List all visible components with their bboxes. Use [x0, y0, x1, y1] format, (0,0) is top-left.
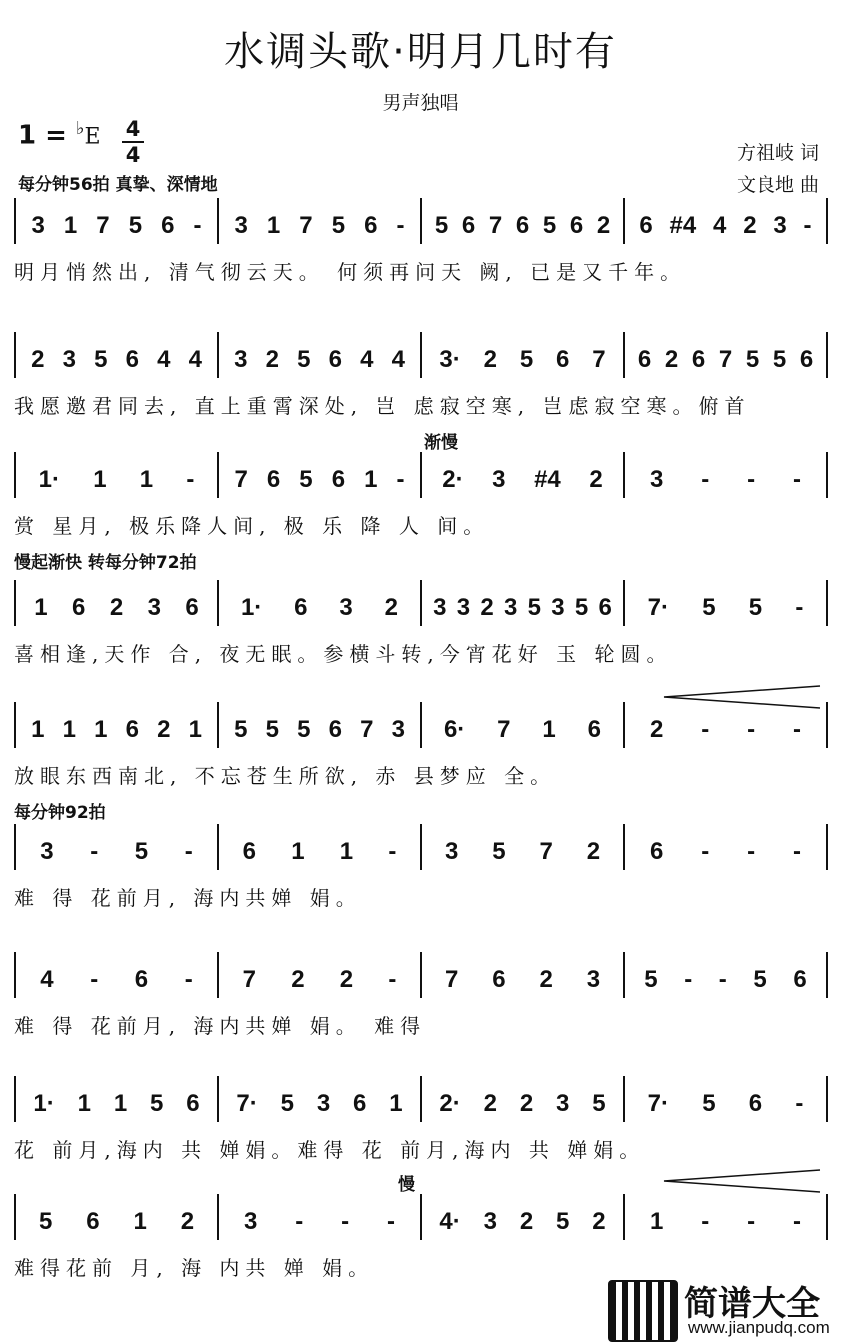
note: 2: [157, 716, 171, 743]
note: 6: [266, 466, 281, 493]
note: 1: [339, 838, 354, 865]
note: -: [90, 838, 99, 865]
tempo-mark: 渐慢: [424, 433, 458, 453]
notes-line: [14, 1076, 828, 1122]
crescendo-hairpin: [662, 684, 822, 710]
note: 6: [328, 716, 342, 743]
note: 7: [360, 716, 374, 743]
measure: [422, 332, 625, 378]
measure: [16, 824, 219, 870]
note: #4: [669, 212, 697, 239]
measure: [219, 952, 422, 998]
measure: [422, 198, 625, 244]
lyrics-line: 我愿邀君同去, 直上重霄深处, 岂 虑寂空寒, 岂虑寂空寒。俯首: [14, 394, 751, 418]
measure: [625, 824, 828, 870]
note: 1: [34, 594, 48, 621]
note: -: [388, 966, 397, 993]
note: 6: [587, 716, 602, 743]
note: 2: [649, 716, 664, 743]
note: 6: [242, 838, 256, 865]
note: 5: [299, 466, 313, 493]
note: 6: [598, 594, 612, 621]
note: 6: [637, 346, 652, 373]
piano-keys-icon: [608, 1280, 678, 1342]
note: -: [803, 212, 812, 239]
note: 7: [718, 346, 733, 373]
note: 4: [157, 346, 171, 373]
logo-url: www.jianpudq.com: [688, 1318, 830, 1337]
measure: [422, 702, 625, 748]
measure: [422, 824, 625, 870]
note: 6: [569, 212, 584, 239]
note: 2: [483, 346, 497, 373]
note: 2: [664, 346, 679, 373]
note: 2·: [439, 1090, 461, 1117]
note: 6: [649, 838, 664, 865]
note: 1: [94, 716, 108, 743]
notes-line: [14, 332, 828, 378]
note: 2: [596, 212, 611, 239]
key-note: E: [84, 124, 101, 150]
note: 6: [556, 346, 570, 373]
note: 2: [339, 966, 354, 993]
note: 4: [188, 346, 202, 373]
note: -: [396, 466, 405, 493]
note: 1·: [38, 466, 60, 493]
note: -: [184, 966, 193, 993]
time-top: 4: [125, 117, 141, 141]
measure: [16, 702, 219, 748]
note: 1: [542, 716, 556, 743]
note: 1·: [33, 1090, 55, 1117]
note: 5: [297, 346, 311, 373]
measure: [219, 702, 422, 748]
note: 1: [31, 716, 45, 743]
note: 3: [391, 716, 405, 743]
note: 5: [702, 1090, 716, 1117]
note: 6: [461, 212, 476, 239]
note: 6: [125, 716, 139, 743]
note: 6: [294, 594, 308, 621]
measure: [219, 1194, 422, 1240]
note: -: [90, 966, 99, 993]
measure: [422, 452, 625, 498]
note: 3: [456, 594, 471, 621]
measure: [625, 952, 828, 998]
note: 3: [234, 346, 248, 373]
time-signature: [122, 118, 144, 166]
note: 5: [702, 594, 716, 621]
measure: [625, 580, 828, 626]
note: 5: [134, 838, 149, 865]
note: 2: [539, 966, 553, 993]
note: 3·: [439, 346, 461, 373]
note: 6: [799, 346, 814, 373]
note: -: [184, 838, 193, 865]
measure: [16, 198, 219, 244]
measure: [16, 1076, 219, 1122]
note: 2: [291, 966, 305, 993]
measure: [422, 1076, 625, 1122]
note: 5: [150, 1090, 164, 1117]
note: 5: [128, 212, 143, 239]
measure: [219, 452, 422, 498]
measure: [219, 580, 422, 626]
note: 2: [483, 1090, 497, 1117]
note: -: [701, 1208, 710, 1235]
note: 4: [713, 212, 727, 239]
measure: [16, 580, 219, 626]
note: -: [388, 838, 397, 865]
note: 3: [444, 838, 459, 865]
note: 5: [556, 1208, 570, 1235]
notes-line: [14, 1194, 828, 1240]
note: -: [193, 212, 202, 239]
note: -: [747, 716, 756, 743]
note: 5: [574, 594, 589, 621]
note: 3: [504, 594, 518, 621]
note: 6: [793, 966, 807, 993]
note: 7·: [647, 594, 669, 621]
note: 3: [31, 212, 45, 239]
note: 5: [297, 716, 311, 743]
note: -: [701, 466, 710, 493]
tempo-marking: 每分钟56拍 真挚、深情地: [18, 175, 218, 195]
note: 1: [113, 1090, 128, 1117]
note: -: [341, 1208, 350, 1235]
note: 6·: [443, 716, 466, 743]
lyrics-line: 难 得 花前月, 海内共婵 娟。 难得: [14, 1014, 427, 1038]
measure: [625, 332, 828, 378]
note: 2: [586, 838, 601, 865]
note: 5: [592, 1090, 606, 1117]
notes-line: [14, 824, 828, 870]
note: 1: [266, 212, 281, 239]
note: 1: [139, 466, 154, 493]
note: 2: [589, 466, 603, 493]
note: 6: [125, 346, 139, 373]
note: 5: [772, 346, 787, 373]
note: -: [747, 838, 756, 865]
note: -: [684, 966, 693, 993]
measure: [16, 952, 219, 998]
notes-line: [14, 452, 828, 498]
note: 7: [592, 346, 606, 373]
note: 2: [480, 594, 494, 621]
measure: [219, 198, 422, 244]
note: 1: [291, 838, 305, 865]
measure: [422, 952, 625, 998]
note: -: [396, 212, 405, 239]
measure: [219, 824, 422, 870]
note: -: [387, 1208, 396, 1235]
measure: [625, 1076, 828, 1122]
note: 1: [63, 212, 78, 239]
key-prefix: 1 =: [18, 120, 67, 151]
note: 1: [133, 1208, 147, 1235]
measure: [422, 580, 625, 626]
note: 2: [384, 594, 399, 621]
note: 6: [134, 966, 149, 993]
song-subtitle: 男声独唱: [382, 92, 459, 114]
note: 3: [316, 1090, 331, 1117]
note: 1: [93, 466, 107, 493]
time-bottom: 4: [125, 143, 141, 167]
note: 5: [331, 212, 346, 239]
note: 1: [188, 716, 202, 743]
note: 3: [243, 1208, 258, 1235]
note: 5: [753, 966, 767, 993]
note: 5: [434, 212, 449, 239]
note: 1: [62, 716, 76, 743]
note: 2: [519, 1090, 534, 1117]
note: 2: [743, 212, 757, 239]
measure: [422, 1194, 625, 1240]
key-signature: [18, 118, 101, 151]
measure: [219, 332, 422, 378]
note: 3: [433, 594, 447, 621]
measure: [16, 1194, 219, 1240]
note: 6: [691, 346, 706, 373]
note: 7: [299, 212, 313, 239]
lyrics-line: 放眼东西南北, 不忘苍生所欲, 赤 县梦应 全。: [14, 764, 557, 788]
note: 2: [109, 594, 124, 621]
note: #4: [534, 466, 561, 493]
note: -: [701, 838, 710, 865]
tempo-mark: 慢: [398, 1175, 415, 1195]
note: 5: [265, 716, 279, 743]
note: 7: [444, 966, 459, 993]
note: -: [701, 716, 710, 743]
note: 1: [649, 1208, 664, 1235]
note: 6: [331, 466, 346, 493]
note: 2: [265, 346, 279, 373]
note: 2: [519, 1208, 534, 1235]
note: 3: [62, 346, 76, 373]
note: 5: [280, 1090, 294, 1117]
note: 1: [389, 1090, 403, 1117]
lyrics-line: 明月悄然出, 清气彻云天。 何须再问天 阙, 已是又千年。: [14, 260, 687, 284]
note: 4: [40, 966, 54, 993]
note: 7: [96, 212, 110, 239]
note: 2·: [442, 466, 464, 493]
logo-name: 简谱大全: [684, 1284, 820, 1324]
composer-credit: 文良地 曲: [736, 174, 819, 196]
note: 7·: [647, 1090, 669, 1117]
note: 6: [328, 346, 342, 373]
note: 3: [556, 1090, 570, 1117]
lyrics-line: 赏 星月, 极乐降人间, 极 乐 降 人 间。: [14, 514, 490, 538]
lyrics-line: 喜相逢,天作 合, 夜无眠。参横斗转,今宵花好 玉 轮圆。: [14, 642, 673, 666]
site-logo: [608, 1276, 838, 1342]
note: 2: [592, 1208, 606, 1235]
note: 5: [542, 212, 557, 239]
note: 7: [242, 966, 256, 993]
lyrics-line: 花 前月,海内 共 婵娟。难得 花 前月,海内 共 婵娟。: [14, 1138, 646, 1162]
note: 4: [391, 346, 405, 373]
note: 6: [72, 594, 86, 621]
measure: [625, 1194, 828, 1240]
note: -: [747, 1208, 756, 1235]
lyrics-line: 难得花前 月, 海 内共 婵 娟。: [14, 1256, 375, 1280]
note: 5: [519, 346, 534, 373]
song-title: 水调头歌·明月几时有: [224, 29, 617, 75]
note: 5: [527, 594, 541, 621]
notes-line: [14, 580, 828, 626]
note: 2: [31, 346, 45, 373]
note: 7: [539, 838, 553, 865]
tempo-mark: 每分钟92拍: [14, 803, 106, 823]
note: 6: [186, 1090, 200, 1117]
measure: [219, 1076, 422, 1122]
note: -: [795, 1090, 804, 1117]
crescendo-hairpin-final: [662, 1168, 822, 1194]
note: -: [718, 966, 727, 993]
note: -: [795, 594, 804, 621]
note: 5: [745, 346, 760, 373]
measure: [625, 452, 828, 498]
note: -: [793, 1208, 802, 1235]
note: 6: [353, 1090, 367, 1117]
flat-sign: ♭: [76, 118, 85, 139]
note: 7: [497, 716, 511, 743]
tempo-mark: 慢起渐快 转每分钟72拍: [14, 553, 197, 573]
note: 1: [364, 466, 378, 493]
note: 6: [161, 212, 175, 239]
lyricist-credit: 方祖岐 词: [736, 142, 819, 164]
note: 3: [234, 212, 248, 239]
note: 3: [339, 594, 353, 621]
note: 5: [644, 966, 658, 993]
measure: [16, 452, 219, 498]
note: 7: [488, 212, 503, 239]
note: 5: [38, 1208, 53, 1235]
note: -: [793, 466, 802, 493]
note: 3: [649, 466, 664, 493]
note: 5: [748, 594, 763, 621]
measure: [16, 332, 219, 378]
note: 1·: [240, 594, 263, 621]
note: 6: [515, 212, 530, 239]
note: 3: [586, 966, 601, 993]
note: 3: [483, 1208, 497, 1235]
note: 6: [185, 594, 199, 621]
note: 3: [40, 838, 54, 865]
note: 5: [492, 838, 506, 865]
note: 7: [234, 466, 248, 493]
note: -: [793, 716, 802, 743]
note: 6: [492, 966, 506, 993]
note: -: [793, 838, 802, 865]
note: -: [186, 466, 195, 493]
note: 1: [77, 1090, 91, 1117]
note: -: [747, 466, 756, 493]
note: 6: [86, 1208, 100, 1235]
note: 6: [748, 1090, 763, 1117]
lyrics-line: 难 得 花前月, 海内共婵 娟。: [14, 886, 362, 910]
note: 3: [492, 466, 506, 493]
note: 2: [180, 1208, 195, 1235]
note: 6: [639, 212, 653, 239]
notes-line: [14, 198, 828, 244]
note: 7·: [236, 1090, 258, 1117]
note: 5: [234, 716, 248, 743]
note: 3: [147, 594, 161, 621]
measure: [625, 198, 828, 244]
note: 6: [364, 212, 378, 239]
note: 4: [360, 346, 374, 373]
note: 5: [94, 346, 108, 373]
note: -: [295, 1208, 304, 1235]
note: 3: [773, 212, 787, 239]
note: 4·: [439, 1208, 461, 1235]
notes-line: [14, 952, 828, 998]
note: 3: [551, 594, 565, 621]
